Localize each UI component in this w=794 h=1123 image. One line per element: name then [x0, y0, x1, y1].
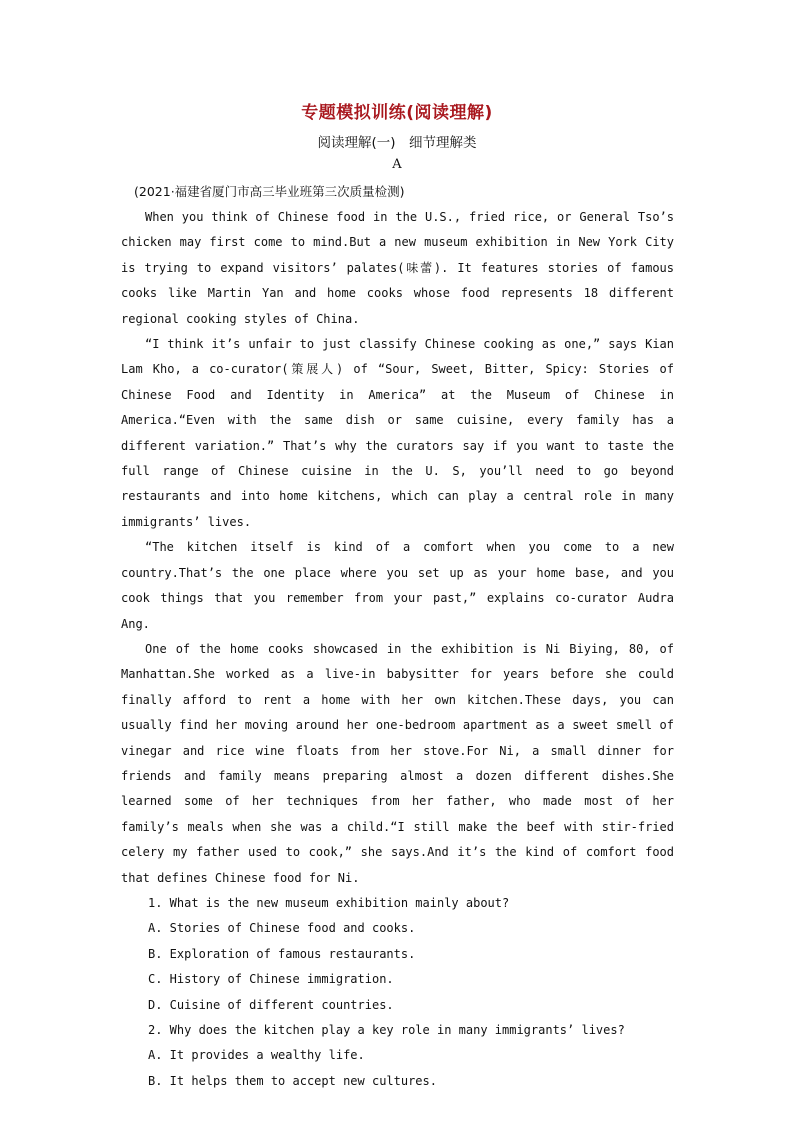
- answer-option: B. It helps them to accept new cultures.: [148, 1073, 437, 1088]
- answer-option: B. Exploration of famous restaurants.: [148, 946, 416, 961]
- document-subtitle: 阅读理解(一) 细节理解类: [317, 135, 477, 151]
- question-1: [121, 891, 674, 1018]
- question-stem: 2. Why does the kitchen play a key role in many immigrants’ lives?: [148, 1023, 625, 1037]
- passage-paragraph: When you think of Chinese food in the U.S., fried rice, or General Tso’s chicken may first come to mind.But a new museum exhibition in New York City is trying to expand visitors’ palates(味蕾). It features stories of famous cooks like Martin Yan and home cooks whose food represents 18 different regional cooking styles of China.: [121, 210, 674, 326]
- answer-option: D. Cuisine of different countries.: [148, 997, 394, 1012]
- document-title: 专题模拟训练(阅读理解): [301, 103, 493, 123]
- passage-body: [121, 205, 674, 1094]
- passage-source: (2021·福建省厦门市高三毕业班第三次质量检测): [134, 184, 405, 199]
- question-stem: 1. What is the new museum exhibition mainly about?: [148, 895, 510, 910]
- question-2: [121, 1018, 674, 1094]
- passage-paragraph: “The kitchen itself is kind of a comfort when you come to a new country.That’s the one place where you set up as your home base, and you cook things that you remember from your past,” explains co-curator Audra Ang.: [121, 540, 674, 631]
- passage-paragraph: “I think it’s unfair to just classify Chinese cooking as one,” says Kian Lam Kho, a co-curator(策展人) of “Sour, Sweet, Bitter, Spicy: Stories of Chinese Food and Identity in America” at the Museum of Chinese in America.“Even with the same dish or same cuisine, every family has a different variation.” That’s why the curators say if you want to taste the full range of Chinese cuisine in the U. S, you’ll need to go beyond restaurants and into home kitchens, which can play a central role in many immigrants’ lives.: [121, 337, 674, 529]
- passage-paragraph: One of the home cooks showcased in the exhibition is Ni Biying, 80, of Manhattan.She worked as a live-in babysitter for years before she could finally afford to rent a home with her own kitchen.These days, you can usually find her moving around her one-bedroom apartment as a sweet smell of vinegar and rice wine floats from her stove.For Ni, a small dinner for friends and family means preparing almost a dozen different dishes.She learned some of her techniques from her father, who made most of her family’s meals when she was a child.“I still make the beef with stir-fried celery my father used to cook,” she says.And it’s the kind of comfort food that defines Chinese food for Ni.: [121, 641, 674, 885]
- answer-option: A. Stories of Chinese food and cooks.: [148, 921, 416, 936]
- section-letter: A: [392, 157, 402, 172]
- answer-option: C. History of Chinese immigration.: [148, 972, 394, 987]
- answer-option: A. It provides a wealthy life.: [148, 1048, 365, 1063]
